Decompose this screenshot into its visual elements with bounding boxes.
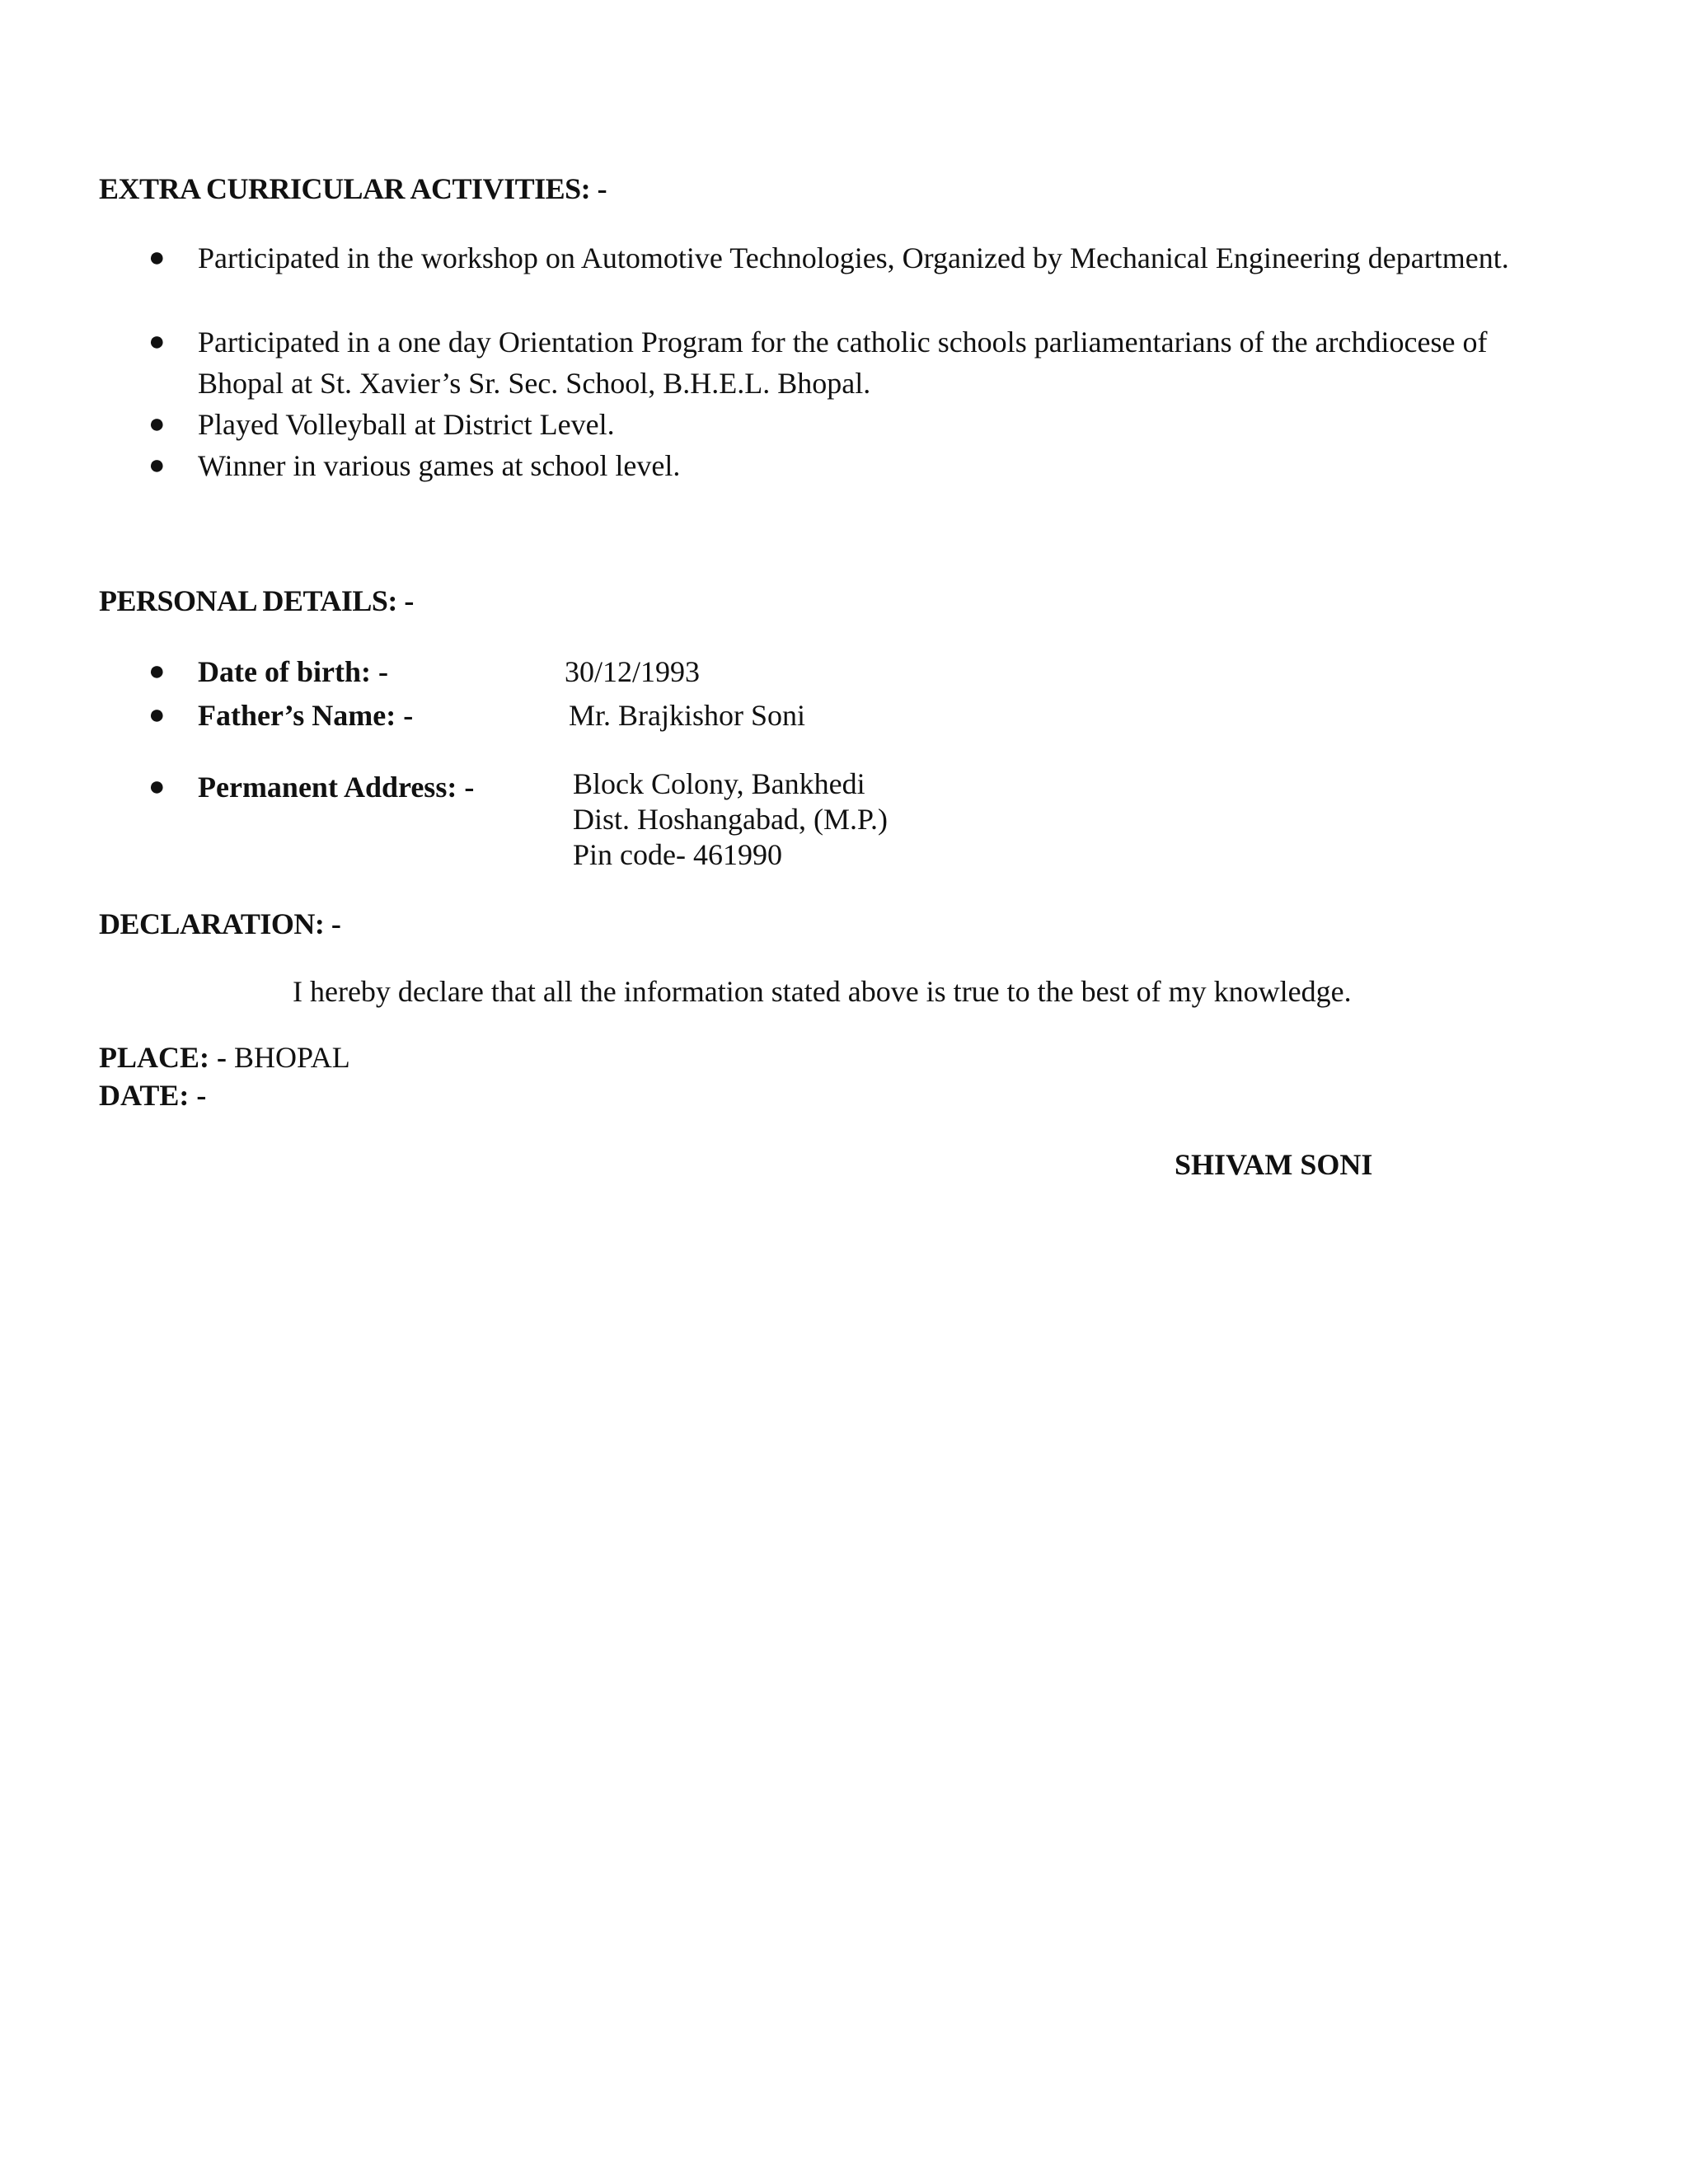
- personal-details-heading: PERSONAL DETAILS: -: [99, 584, 414, 617]
- date-label: DATE: -: [99, 1079, 207, 1112]
- bullet-icon: ●: [148, 242, 166, 273]
- bullet-icon: ●: [148, 656, 166, 687]
- extracurricular-heading: EXTRA CURRICULAR ACTIVITIES: -: [99, 172, 607, 205]
- bullet-icon: ●: [148, 409, 166, 439]
- personal-detail-row: [148, 766, 1302, 890]
- address-line: Pin code- 461990: [573, 838, 782, 871]
- activity-text: Played Volleyball at District Level.: [198, 408, 615, 441]
- bullet-icon: ●: [148, 700, 166, 730]
- bullet-icon: ●: [148, 450, 166, 480]
- declaration-text: I hereby declare that all the information stated above is true to the best of my knowledge.: [293, 975, 1352, 1008]
- address-label: Permanent Address: -: [198, 771, 475, 804]
- place-label: PLACE: -: [99, 1041, 227, 1074]
- address-line: Dist. Hoshangabad, (M.P.): [573, 803, 888, 836]
- signature-name: SHIVAM SONI: [1175, 1148, 1373, 1181]
- activity-text: Participated in the workshop on Automotive Technologies, Organized by Mechanical Engineering department.: [198, 241, 1509, 274]
- place-value: BHOPAL: [234, 1041, 350, 1074]
- personal-detail-row: [148, 651, 1302, 692]
- declaration-heading: DECLARATION: -: [99, 907, 341, 940]
- father-name-value: Mr. Brajkishor Soni: [569, 699, 806, 732]
- personal-detail-row: [148, 695, 1302, 736]
- father-name-label: Father’s Name: -: [198, 699, 414, 732]
- bullet-icon: ●: [148, 771, 166, 802]
- activity-text: Winner in various games at school level.: [198, 449, 681, 482]
- address-line: Block Colony, Bankhedi: [573, 767, 865, 800]
- activity-text: Participated in a one day Orientation Program for the catholic schools parliamentarians of the archdiocese of Bhopal at St. Xavier’s Sr. Sec. School, B.H.E.L. Bhopal.: [198, 326, 1488, 400]
- bullet-icon: ●: [148, 326, 166, 357]
- place-line: [99, 1040, 350, 1075]
- dob-value: 30/12/1993: [565, 655, 701, 688]
- dob-label: Date of birth: -: [198, 655, 388, 688]
